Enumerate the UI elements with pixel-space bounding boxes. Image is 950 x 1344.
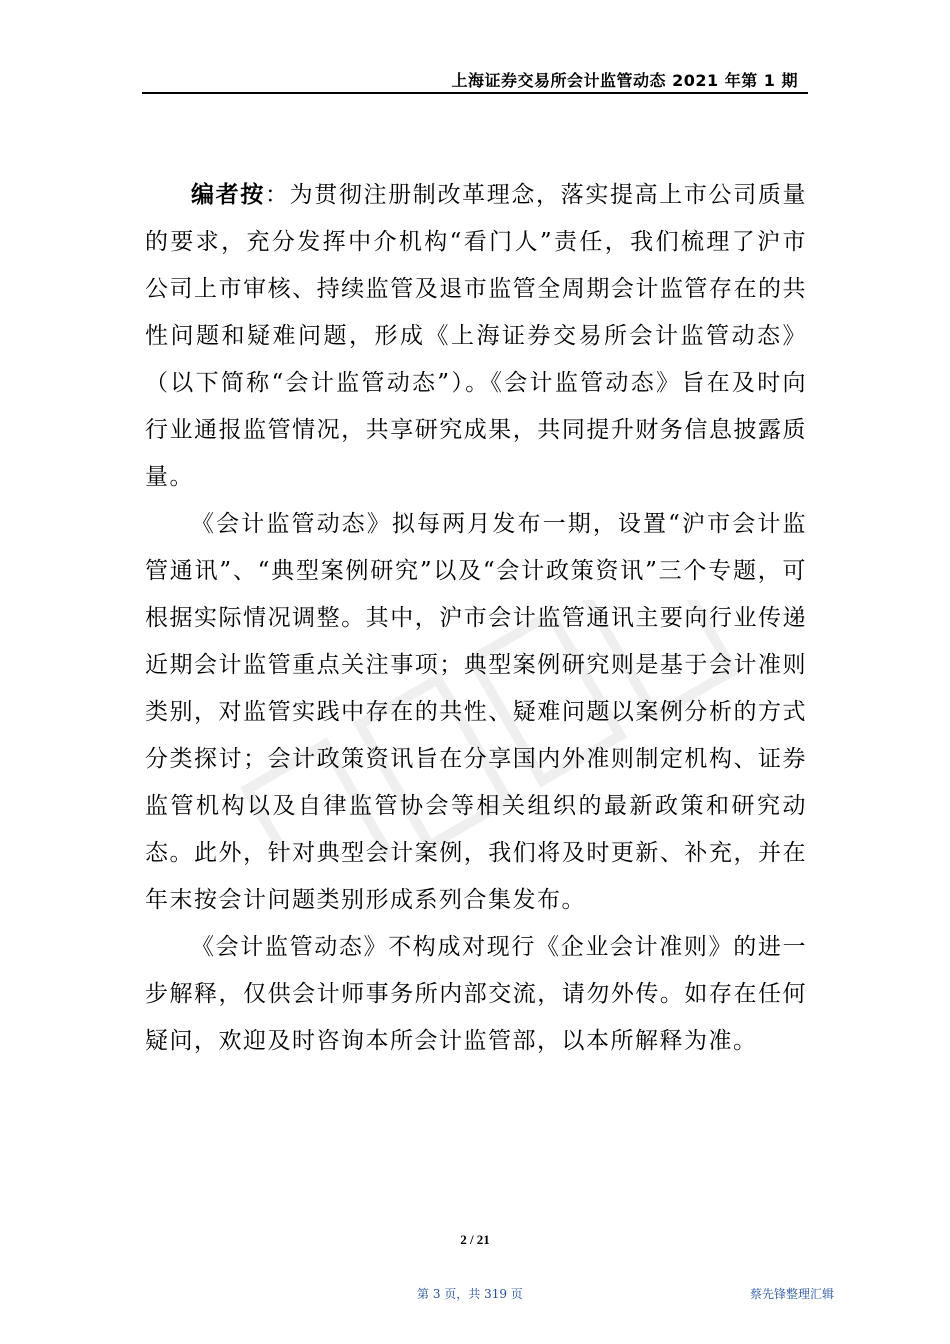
- editor-note-body: [145, 171, 807, 1065]
- paragraph-text: ：为贯彻注册制改革理念，落实提高上市公司质量的要求，充分发挥中介机构“看门人”责任，我们梳理了沪市公司上市审核、持续监管及退市监管全周期会计监管存在的共性问题和疑难问题，形成《上海证券交易所会计监管动态》（以下简称“会计监管动态”）。《会计监管动态》旨在及时向行业通报监管情况，共享研究成果，共同提升财务信息披露质量。: [145, 182, 807, 490]
- footer-page-count: 第 3 页，共 319 页: [417, 1287, 523, 1301]
- paragraph-structure: 《会计监管动态》拟每两月发布一期，设置“沪市会计监管通讯”、“典型案例研究”以及“会计政策资讯”三个专题，可根据实际情况调整。其中，沪市会计监管通讯主要向行业传递近期会计监管重点关注事项；典型案例研究则是基于会计准则类别，对监管实践中存在的共性、疑难问题以案例分析的方式分类探讨；会计政策资讯旨在分享国内外准则制定机构、证券监管机构以及自律监管协会等相关组织的最新政策和研究动态。此外，针对典型会计案例，我们将及时更新、补充，并在年末按会计问题类别形成系列合集发布。: [145, 511, 807, 913]
- paragraph-disclaimer: 《会计监管动态》不构成对现行《企业会计准则》的进一步解释，仅供会计师事务所内部交流，请勿外传。如存在任何疑问，欢迎及时咨询本所会计监管部，以本所解释为准。: [145, 934, 807, 1054]
- editor-note-label: 编者按: [191, 181, 265, 208]
- header-title: 上海证券交易所会计监管动态 2021 年第 1 期: [451, 71, 798, 90]
- paragraph-intro: [145, 171, 807, 501]
- footer-compiler: 蔡先锋整理汇辑: [749, 1287, 834, 1301]
- page-header: [142, 66, 808, 94]
- page-number: 2 / 21: [460, 1232, 490, 1247]
